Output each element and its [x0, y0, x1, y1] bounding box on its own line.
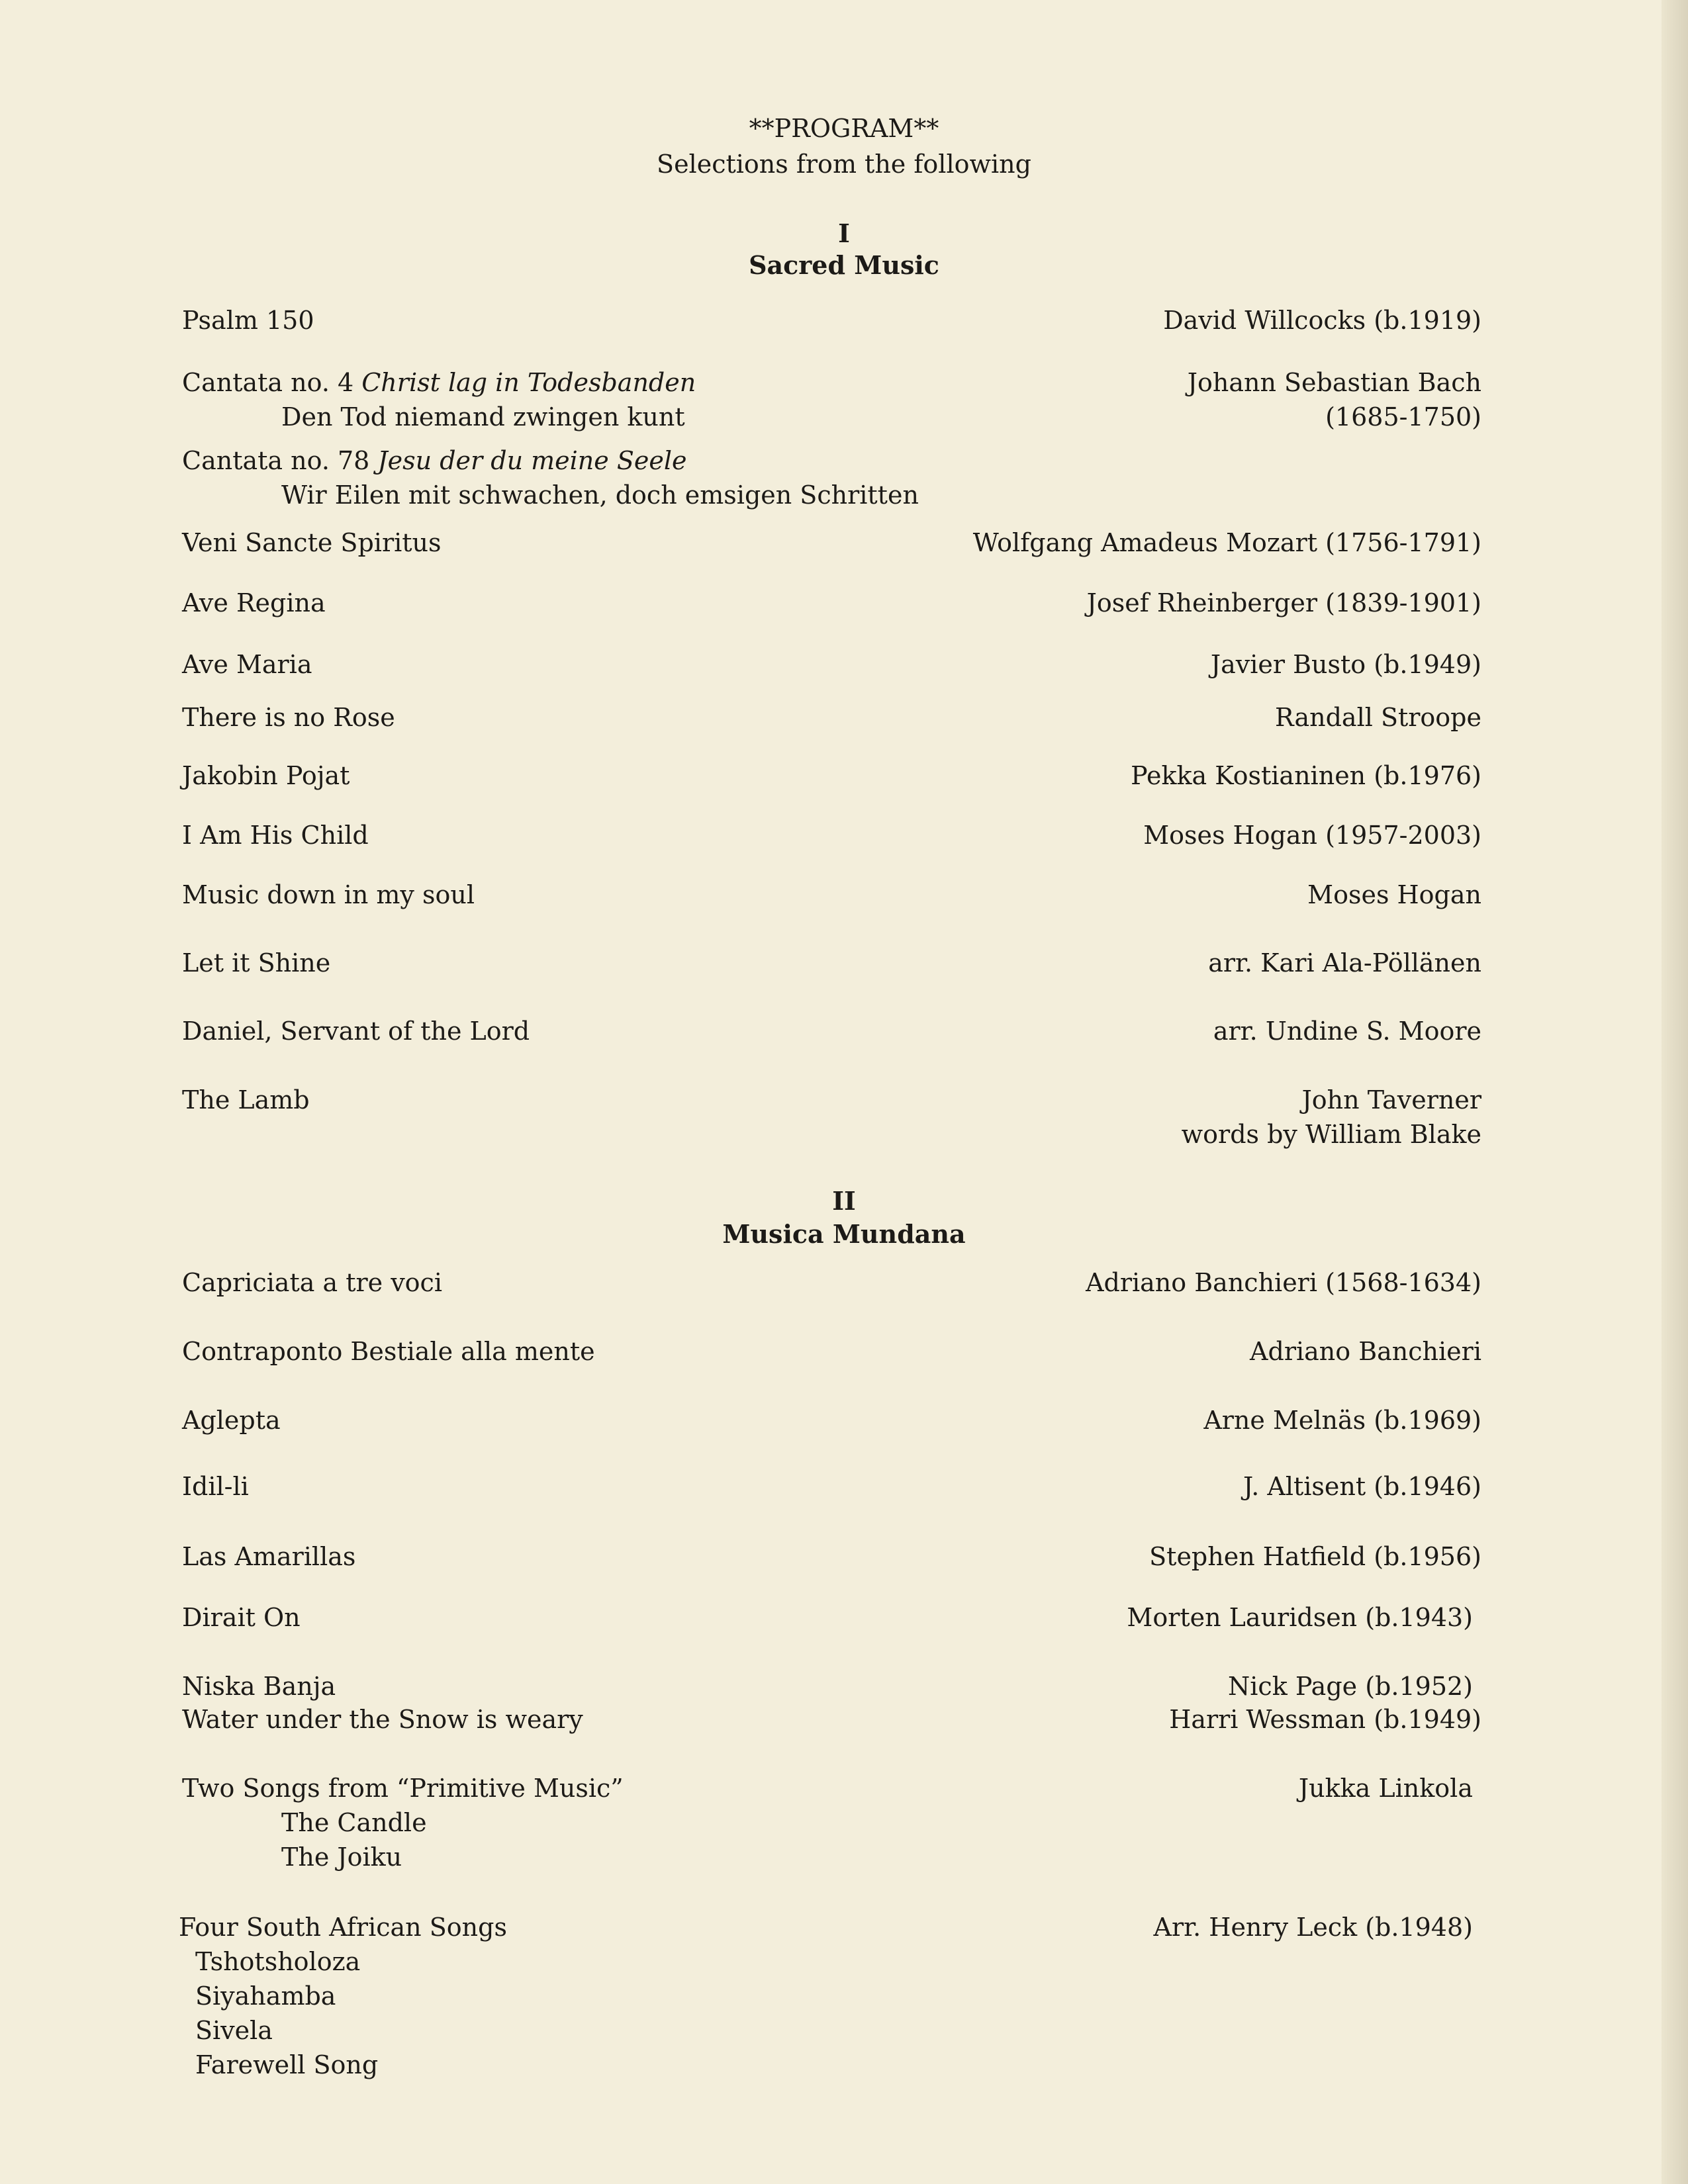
composer: Harri Wessman (b.1949)	[1169, 1705, 1481, 1734]
piece-title	[182, 1771, 624, 1874]
piece-title: Niska Banja	[182, 1672, 336, 1701]
piece-title: Let it Shine	[182, 948, 331, 978]
composer: Morten Lauridsen (b.1943)	[1127, 1603, 1473, 1632]
sub-song: Tshotsholoza	[195, 1947, 361, 1976]
piece-title: Las Amarillas	[182, 1542, 356, 1571]
section-2-numeral: II	[832, 1186, 856, 1216]
song-set-title: Two Songs from “Primitive Music”	[182, 1774, 624, 1803]
piece-title: Idil-li	[182, 1472, 249, 1501]
composer: Josef Rheinberger (1839-1901)	[1086, 588, 1481, 617]
piece-title: Music down in my soul	[182, 880, 475, 909]
composer: Adriano Banchieri (1568-1634)	[1086, 1268, 1481, 1297]
piece-title: Ave Regina	[182, 588, 326, 617]
composer: J. Altisent (b.1946)	[1243, 1472, 1481, 1501]
piece-title	[179, 1910, 507, 2082]
piece-title: There is no Rose	[182, 703, 395, 732]
sub-song: Farewell Song	[195, 2050, 379, 2079]
sub-song: The Joiku	[281, 1843, 402, 1872]
composer: Jukka Linkola	[1298, 1774, 1473, 1803]
piece-title-prefix: Cantata no. 4	[182, 368, 362, 397]
composer: arr. Kari Ala-Pöllänen	[1208, 948, 1481, 978]
composer: Wolfgang Amadeus Mozart (1756-1791)	[972, 528, 1481, 557]
piece-title: Ave Maria	[182, 650, 312, 679]
lyricist: words by William Blake	[1181, 1120, 1481, 1149]
composer: Randall Stroope	[1274, 703, 1481, 732]
composer	[1188, 365, 1481, 434]
sub-song: The Candle	[281, 1808, 427, 1837]
section-1-numeral: I	[838, 218, 850, 248]
composer	[1182, 1083, 1481, 1152]
sub-song: Siyahamba	[195, 1981, 336, 2011]
piece-title: Dirait On	[182, 1603, 301, 1632]
piece-title-prefix: Cantata no. 78	[182, 446, 378, 475]
composer: Adriano Banchieri	[1250, 1337, 1481, 1366]
composer: Pekka Kostianinen (b.1976)	[1131, 761, 1481, 790]
section-2-title: Musica Mundana	[722, 1219, 966, 1249]
composer: arr. Undine S. Moore	[1213, 1017, 1481, 1046]
composer: Arr. Henry Leck (b.1948)	[1153, 1913, 1473, 1942]
movement-title: Wir Eilen mit schwachen, doch emsigen Schritten	[281, 480, 919, 510]
composer-dates: (1685-1750)	[1325, 402, 1481, 432]
composer: Moses Hogan (1957-2003)	[1143, 821, 1481, 850]
piece-title	[182, 443, 919, 512]
sub-song: Sivela	[195, 2016, 273, 2045]
piece-title: Daniel, Servant of the Lord	[182, 1017, 530, 1046]
piece-title: Veni Sancte Spiritus	[182, 528, 442, 557]
piece-title: Contraponto Bestiale alla mente	[182, 1337, 595, 1366]
composer-name: Johann Sebastian Bach	[1187, 368, 1481, 397]
piece-title: The Lamb	[182, 1085, 310, 1115]
program-subtitle: Selections from the following	[657, 150, 1031, 179]
composer: Javier Busto (b.1949)	[1210, 650, 1481, 679]
composer: Arne Melnäs (b.1969)	[1203, 1406, 1481, 1435]
composer-name: John Taverner	[1301, 1085, 1481, 1115]
piece-title-italic: Jesu der du meine Seele	[377, 446, 687, 475]
piece-title: Jakobin Pojat	[182, 761, 350, 790]
composer: Nick Page (b.1952)	[1228, 1672, 1473, 1701]
composer: Stephen Hatfield (b.1956)	[1149, 1542, 1481, 1571]
movement-title: Den Tod niemand zwingen kunt	[281, 402, 685, 432]
piece-title: Water under the Snow is weary	[182, 1705, 583, 1734]
composer: Moses Hogan	[1307, 880, 1481, 909]
section-1-title: Sacred Music	[749, 250, 939, 280]
piece-title: Psalm 150	[182, 306, 314, 335]
piece-title	[182, 365, 696, 434]
piece-title: Capriciata a tre voci	[182, 1268, 442, 1297]
piece-title: Aglepta	[182, 1406, 281, 1435]
piece-title-italic: Christ lag in Todesbanden	[361, 368, 696, 397]
piece-title: I Am His Child	[182, 821, 369, 850]
composer: David Willcocks (b.1919)	[1163, 306, 1481, 335]
page-edge	[1662, 0, 1688, 2184]
program-title: **PROGRAM**	[749, 114, 939, 143]
song-set-title: Four South African Songs	[179, 1913, 507, 1942]
